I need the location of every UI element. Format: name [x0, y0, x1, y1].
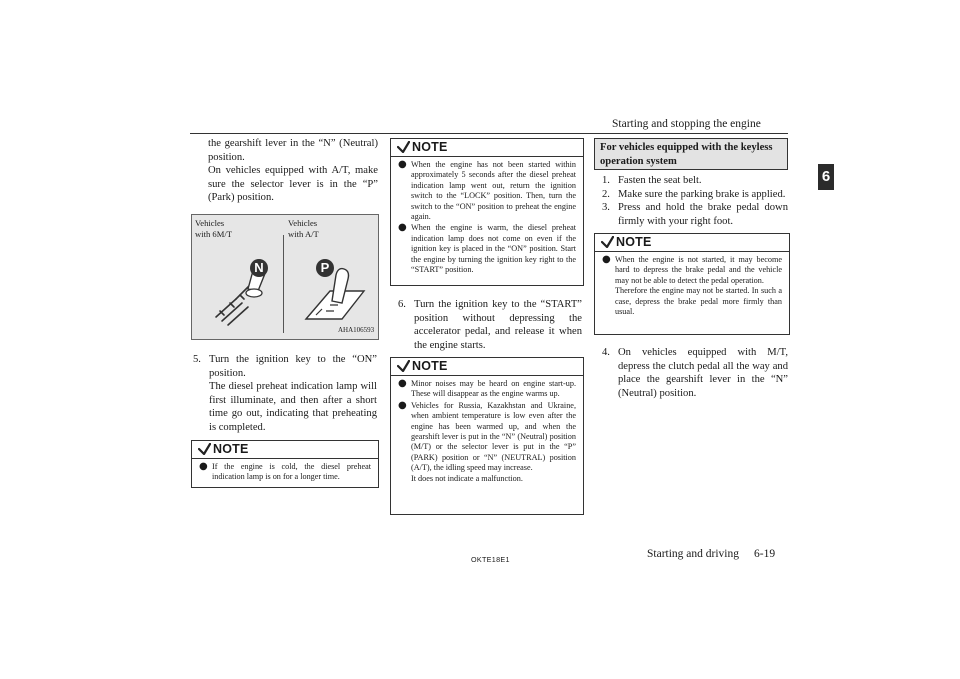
keyless-section-heading: For vehicles equipped with the keyless operation system	[594, 138, 788, 170]
step-2: 2. Make sure the parking brake is applied.	[602, 188, 786, 200]
chapter-tab[interactable]: 6	[818, 164, 834, 190]
step-1: 1. Fasten the seat belt.	[602, 175, 702, 186]
park-badge: P	[316, 259, 334, 277]
step-4-text: On vehicles equipped with M/T, depress the clutch pedal all the way and place the gearshift lever in the “N” (Neutral) position.	[618, 347, 788, 399]
header-rule	[190, 133, 788, 134]
note-box-3	[390, 357, 584, 515]
note-label: NOTE	[412, 359, 448, 373]
step-4-number: 4.	[602, 347, 610, 358]
step-6-text: Turn the ignition key to the “START” position without depressing the accelerator pedal, and release it when the engine starts.	[414, 299, 582, 351]
bullet-icon: ●	[199, 461, 208, 472]
bullet-icon: ●	[602, 254, 611, 265]
note-label: NOTE	[213, 442, 249, 456]
figure-label-mt: Vehicles with 6M/T	[195, 218, 233, 239]
note-hand-icon	[397, 141, 410, 153]
note-header	[192, 441, 378, 459]
neutral-badge: N	[250, 259, 268, 277]
figure-divider	[283, 235, 284, 333]
bullet-icon: ●	[398, 378, 407, 389]
footer-section-name: Starting and driving	[647, 548, 739, 560]
note-box-1	[191, 440, 379, 488]
page-number: 6-19	[754, 548, 776, 560]
step-5-number: 5.	[193, 354, 201, 365]
note-header	[595, 234, 789, 252]
bullet-icon: ●	[398, 399, 407, 411]
manual-gearshift-illustration	[210, 255, 282, 327]
note-item: ● Minor noises may be heard on engine start-up. These will disappear as the engine warms up.	[398, 378, 576, 399]
figure-code: AHA106593	[338, 326, 375, 334]
note-label: NOTE	[616, 235, 652, 249]
note-hand-icon	[601, 236, 614, 248]
note-item: ● If the engine is cold, the diesel preheat indication lamp is on for a longer time.	[199, 461, 371, 482]
running-header: Starting and stopping the engine	[612, 118, 761, 130]
note-header	[391, 358, 583, 376]
intro-paragraph: the gearshift lever in the “N” (Neutral) position. On vehicles equipped with A/T, make sure the selector lever is in the “P” (Park) position.	[208, 138, 378, 203]
step-3: 3. Press and hold the brake pedal down firmly with your right foot.	[602, 202, 788, 227]
note-hand-icon	[198, 443, 211, 455]
note-header	[391, 139, 583, 157]
note-hand-icon	[397, 360, 410, 372]
note-item: ● Vehicles for Russia, Kazakhstan and Ukraine, when ambient temperature is low even after the engine has been warmed up, and when the gearshift lever is put in the “N” (Neutral) position (M/T) or the selector lever is put in the “P” (PARK) position or “N” (NEUTRAL) position (A/T), the idling speed may increase. It does not indicate a malfunction.	[398, 399, 576, 483]
keyless-steps	[602, 174, 788, 228]
note-item: ● When the engine is not started, it may become hard to depress the brake pedal and the vehicle may not be able to detect the pedal operation. Therefore the engine may not be started. In such a case, depress the brake pedal more firmly than usual.	[602, 254, 782, 317]
note-item: ● When the engine has not been started within approximately 5 seconds after the diesel preheat indication lamp went out, return the ignition switch to the “LOCK” position. Then, turn the switch to the “ON” position to preheat the engine again.	[398, 159, 576, 222]
bullet-icon: ●	[398, 159, 407, 170]
step-4	[602, 346, 788, 400]
step-6-number: 6.	[398, 299, 406, 310]
bullet-icon: ●	[398, 222, 407, 234]
note-box-4	[594, 233, 790, 335]
step-5	[193, 353, 377, 434]
note-box-2	[390, 138, 584, 286]
automatic-selector-illustration	[302, 261, 372, 325]
step-6	[398, 298, 582, 352]
note-item: ● When the engine is warm, the diesel preheat indication lamp does not come on even if the ignition key is placed in the “ON” position. Start the engine by turning the ignition key right to the “START” position.	[398, 222, 576, 275]
document-code: OKTE18E1	[471, 555, 510, 564]
figure-label-at: Vehicles with A/T	[288, 218, 319, 239]
step-5-text: Turn the ignition key to the “ON” position. The diesel preheat indication lamp will first illuminate, and then after a short time go out, indicating that preheating is completed.	[209, 354, 377, 433]
gear-lever-figure	[191, 214, 379, 340]
note-label: NOTE	[412, 140, 448, 154]
